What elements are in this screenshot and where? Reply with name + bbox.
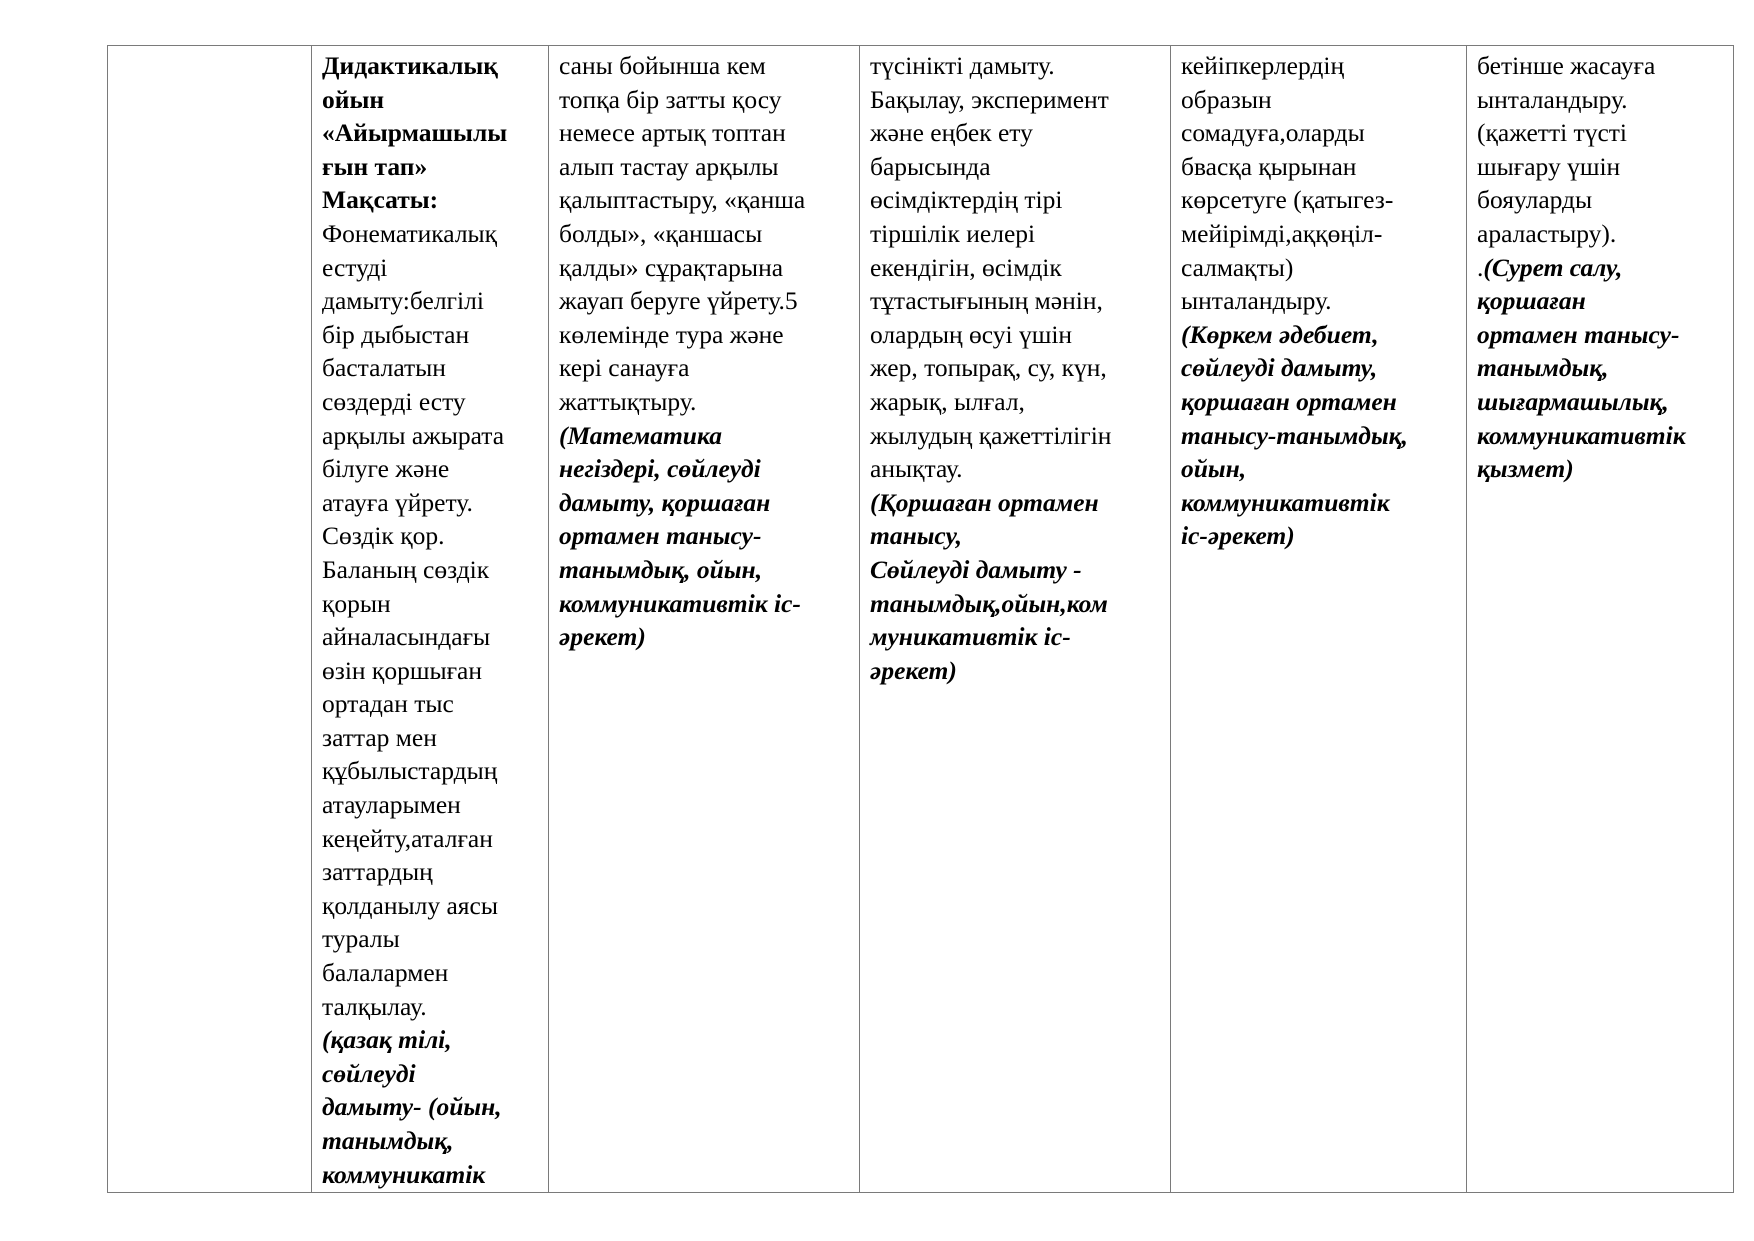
cell-text-line: тіршілік иелері	[870, 218, 1036, 248]
cell-text-emphasis: шығармашылық,	[1477, 386, 1669, 416]
cell-text-line: білуге және	[322, 454, 450, 484]
cell-text-line: жауап беруге үйрету.5	[559, 286, 798, 316]
cell-text-line: өзін қоршыған	[322, 655, 483, 685]
table-cell-col3	[549, 46, 860, 1193]
cell-text-line: салмақты)	[1181, 252, 1294, 282]
cell-text-line	[1477, 351, 1727, 385]
cell-text-line: құбылыстардың	[322, 756, 498, 786]
cell-text-line: коммуникатік	[322, 1159, 486, 1189]
cell-text-line: көрсетуге (қатыгез-	[1181, 185, 1394, 215]
cell-text-line: образын	[1181, 84, 1272, 114]
cell-text-line: қалыптастыру, «қанша	[559, 185, 806, 215]
cell-text-line: көлемінде тура және	[559, 319, 784, 349]
cell-text-line: танысу-танымдық,	[1181, 420, 1408, 450]
cell-text-line: (Көркем әдебиет,	[1181, 319, 1379, 349]
table-cell-col6	[1467, 46, 1734, 1193]
cell-text-line: сөздерді есту	[322, 386, 466, 416]
table-cell-col5	[1171, 46, 1467, 1193]
cell-text-line: болды», «қаншасы	[559, 218, 763, 248]
lesson-plan-table	[107, 45, 1734, 1193]
cell-text-line: муникативтік іс-	[870, 622, 1071, 652]
cell-text-line: сөйлеуді	[322, 1058, 416, 1088]
cell-text-line: саны бойынша кем	[559, 51, 766, 80]
cell-text-line: ойын,	[1181, 454, 1247, 484]
cell-text-line	[1477, 284, 1727, 318]
cell-text-line: атауға үйрету.	[322, 487, 473, 517]
cell-text-line: негіздері, сөйлеуді	[559, 454, 761, 484]
cell-text-line: ғын тап»	[322, 151, 428, 181]
cell-text-prefix: .	[1477, 252, 1484, 282]
cell-text-line: Сөздік қор.	[322, 521, 445, 551]
cell-text-line: ойын	[322, 84, 385, 114]
cell-text-line: қорын	[322, 588, 391, 618]
cell-text-line: жылудың қажеттілігін	[870, 420, 1112, 450]
cell-text-line: (Математика	[559, 420, 723, 450]
cell-text-line: жер, топырақ, су, күн,	[870, 353, 1107, 383]
cell-text-line: бояуларды	[1477, 185, 1593, 215]
cell-text-line: қолданылу аясы	[322, 890, 498, 920]
cell-text-line: әрекет)	[559, 622, 646, 652]
cell-text-line: кері санауға	[559, 353, 690, 383]
cell-text-line: туралы	[322, 924, 400, 954]
cell-text-line: әрекет)	[870, 655, 957, 685]
cell-text-line: топқа бір затты қосу	[559, 84, 782, 114]
cell-text-line: дамыту:белгілі	[322, 286, 484, 316]
cell-text-emphasis: танымдық,	[1477, 353, 1609, 383]
cell-text-line: түсінікті дамыту.	[870, 51, 1055, 80]
cell-text-line: бвасқа қырынан	[1181, 151, 1357, 181]
cell-text-line: дамыту, қоршаған	[559, 487, 771, 517]
cell-text-line: кеңейту,аталған	[322, 823, 493, 853]
cell-text-line: тұтастығының мәнін,	[870, 286, 1103, 316]
cell-text-line: жарық, ылғал,	[870, 386, 1025, 416]
cell-text-line: қоршаған ортамен	[1181, 386, 1397, 416]
cell-text-emphasis: қоршаған	[1477, 286, 1586, 316]
cell-text-line: ортамен танысу-	[559, 521, 762, 551]
cell-text-emphasis: қызмет)	[1477, 454, 1574, 484]
cell-text-line: (қажетті түсті	[1477, 118, 1627, 148]
table-cell-col1	[108, 46, 312, 1193]
cell-text-line: кейіпкерлердің	[1181, 51, 1345, 80]
cell-text-line: немесе артық топтан	[559, 118, 786, 148]
cell-text-line: олардың өсуі үшін	[870, 319, 1073, 349]
cell-text-line: мейірімді,аққөңіл-	[1181, 218, 1383, 248]
cell-text-line: атауларымен	[322, 790, 461, 820]
cell-text-line: коммуникативтік іс-	[559, 588, 801, 618]
cell-text-line: Дидактикалық	[322, 51, 498, 80]
cell-text-line: ынталандыру.	[1181, 286, 1332, 316]
cell-text-line: араластыру).	[1477, 218, 1617, 248]
cell-text-line	[1477, 385, 1727, 419]
cell-text-line: бір дыбыстан	[322, 319, 470, 349]
cell-text-line: танымдық,ойын,ком	[870, 588, 1108, 618]
cell-text-line	[1477, 318, 1727, 352]
cell-text-line: Фонематикалық	[322, 218, 498, 248]
cell-text-line: сөйлеуді дамыту,	[1181, 353, 1378, 383]
cell-text-line: алып тастау арқылы	[559, 151, 779, 181]
cell-text-line: Бақылау, эксперимент	[870, 84, 1109, 114]
cell-text-line: қалды» сұрақтарына	[559, 252, 784, 282]
cell-text-line: барысында	[870, 151, 991, 181]
cell-text-line: коммуникативтік	[1181, 487, 1390, 517]
cell-text-line: бетінше жасауға	[1477, 51, 1656, 80]
cell-text-line: және еңбек ету	[870, 118, 1033, 148]
cell-text-line: Баланың сөздік	[322, 554, 490, 584]
cell-text-line: танымдық, ойын,	[559, 554, 763, 584]
cell-text-line	[1477, 419, 1727, 453]
cell-text-line	[1477, 251, 1727, 285]
cell-text-line: балалармен	[322, 958, 449, 988]
cell-text-emphasis: (Сурет салу,	[1483, 252, 1623, 282]
cell-text-line: танымдық,	[322, 1126, 454, 1155]
cell-text-line: (Қоршаған ортамен	[870, 487, 1099, 517]
cell-text-line: екендігін, өсімдік	[870, 252, 1062, 282]
cell-text-line: жаттықтыру.	[559, 386, 697, 416]
cell-text-emphasis: ортамен танысу-	[1477, 319, 1680, 349]
cell-text-line: арқылы ажырата	[322, 420, 505, 450]
cell-text-line: танысу,	[870, 521, 963, 551]
cell-text-line: заттардың	[322, 857, 433, 887]
cell-text-line	[1477, 452, 1727, 486]
cell-text-line: (қазақ тілі,	[322, 1025, 452, 1055]
cell-text-line: айналасындағы	[322, 622, 491, 652]
cell-text-line: өсімдіктердің тірі	[870, 185, 1063, 215]
cell-text-line: естуді	[322, 252, 388, 282]
cell-text-line: ортадан тыс	[322, 689, 454, 719]
cell-text-line: іс-әрекет)	[1181, 521, 1295, 551]
cell-text-line: Мақсаты:	[322, 185, 439, 215]
cell-text-line: сомадуға,оларды	[1181, 118, 1365, 148]
cell-text-line: «Айырмашылы	[322, 118, 508, 148]
cell-text-emphasis: коммуникативтік	[1477, 420, 1686, 450]
cell-text-line: шығару үшін	[1477, 151, 1621, 181]
cell-text-line: ынталандыру.	[1477, 84, 1628, 114]
table-row	[108, 46, 1734, 1193]
table-cell-col4	[860, 46, 1171, 1193]
cell-text-line: басталатын	[322, 353, 446, 383]
table-cell-col2	[312, 46, 549, 1193]
cell-text-line: Сөйлеуді дамыту -	[870, 554, 1082, 584]
cell-text-line: заттар мен	[322, 722, 437, 752]
cell-text-line: талқылау.	[322, 991, 427, 1021]
cell-text-line: анықтау.	[870, 454, 963, 484]
cell-text-line: дамыту- (ойын,	[322, 1092, 502, 1122]
